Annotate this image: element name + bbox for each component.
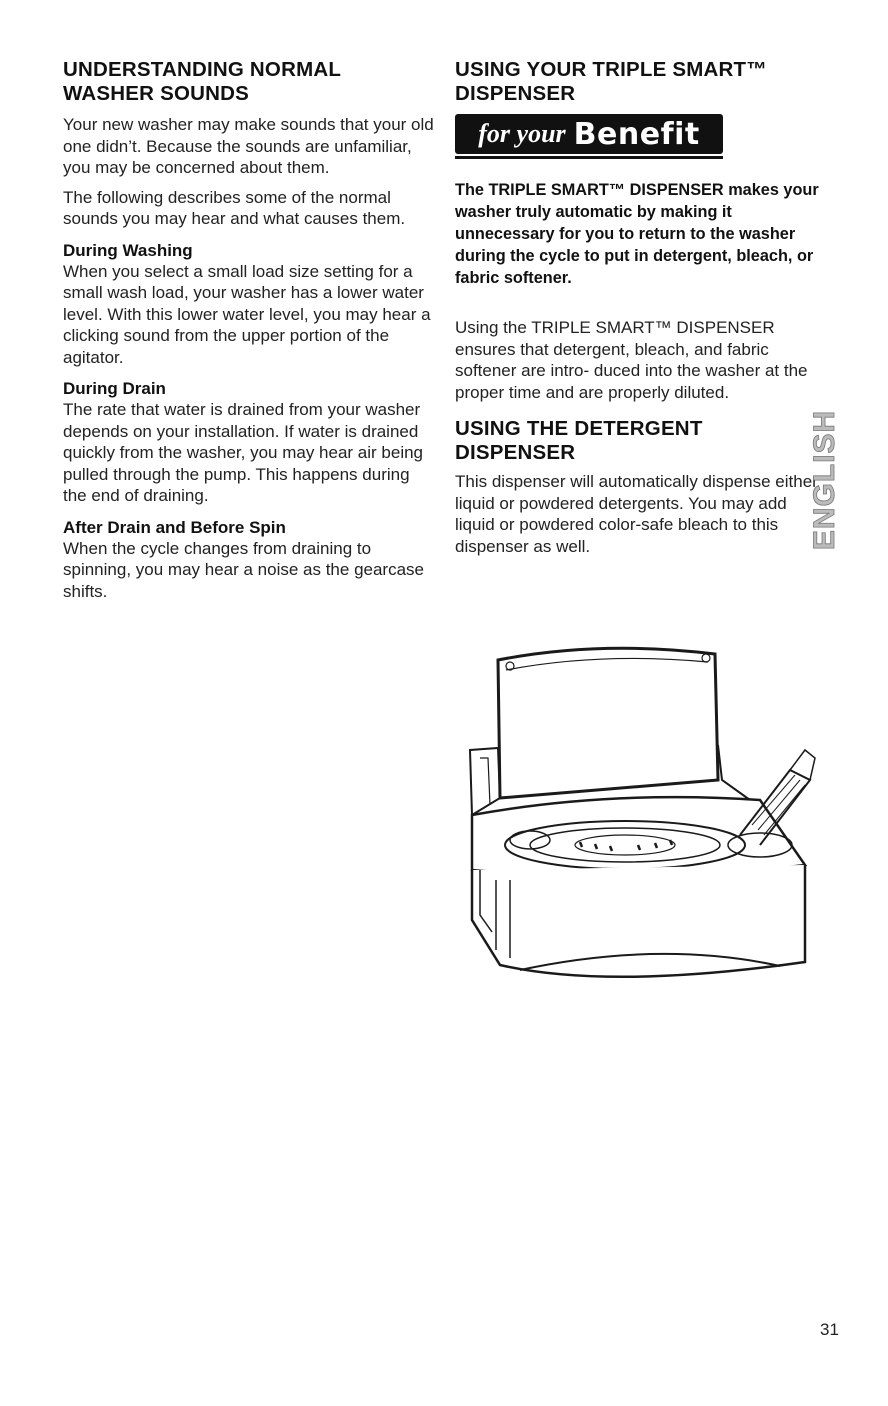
detergent-paragraph: This dispenser will automatically dispense either liquid or powdered detergents. You may add liquid or powdered color-safe bleach to this dispenser as well. (455, 472, 818, 556)
page-number: 31 (820, 1320, 839, 1339)
subheading-during-drain: During Drain (63, 379, 166, 398)
subheading-after-drain: After Drain and Before Spin (63, 517, 286, 537)
heading-detergent-dispenser: USING THE DETERGENT DISPENSER (455, 417, 703, 464)
benefit-lead-paragraph: The TRIPLE SMART™ DISPENSER makes your washer truly automatic by making it unnecessary for you to return to the washer during the cycle to put in detergent, bleach, or fabric softener. (455, 181, 819, 287)
side-tab-label: ENGLISH (808, 409, 841, 551)
heading-triple-smart: USING YOUR TRIPLE SMART™ DISPENSER (455, 58, 767, 105)
left-column (63, 58, 435, 602)
heading-washer-sounds: UNDERSTANDING NORMAL WASHER SOUNDS (63, 58, 341, 105)
intro-paragraph-2: The following describes some of the normal sounds you may hear and what causes them. (63, 187, 406, 228)
for-your-benefit-banner (455, 114, 723, 159)
subheading-during-washing: During Washing (63, 240, 193, 260)
language-side-tab (808, 380, 848, 580)
paragraph-during-washing: When you select a small load size setting for a small wash load, your washer has a lower water level. With this lower water level, you may hear a clicking sound from the upper portion of the agitator. (63, 261, 431, 367)
benefit-word: Benefit (573, 116, 700, 152)
paragraph-during-drain: The rate that water is drained from your washer depends on your installation. If water is drained quickly from the washer, you may hear air being pulled through the pump. This happens during the end of draining. (63, 400, 424, 505)
paragraph-after-drain: When the cycle changes from draining to spinning, you may hear a noise as the gearcase shifts. (63, 538, 425, 601)
benefit-underline (455, 156, 723, 159)
right-column (455, 58, 825, 557)
intro-paragraph-1: Your new washer may make sounds that your old one didn’t. Because the sounds are unfamiliar, you may be concerned about them. (63, 115, 434, 177)
dispenser-paragraph: Using the TRIPLE SMART™ DISPENSER ensures that detergent, bleach, and fabric softener are intro- duced into the washer at the proper time and are properly diluted. (455, 318, 808, 402)
washer-dispenser-illustration (460, 640, 820, 990)
benefit-for-your: for your (478, 119, 566, 148)
